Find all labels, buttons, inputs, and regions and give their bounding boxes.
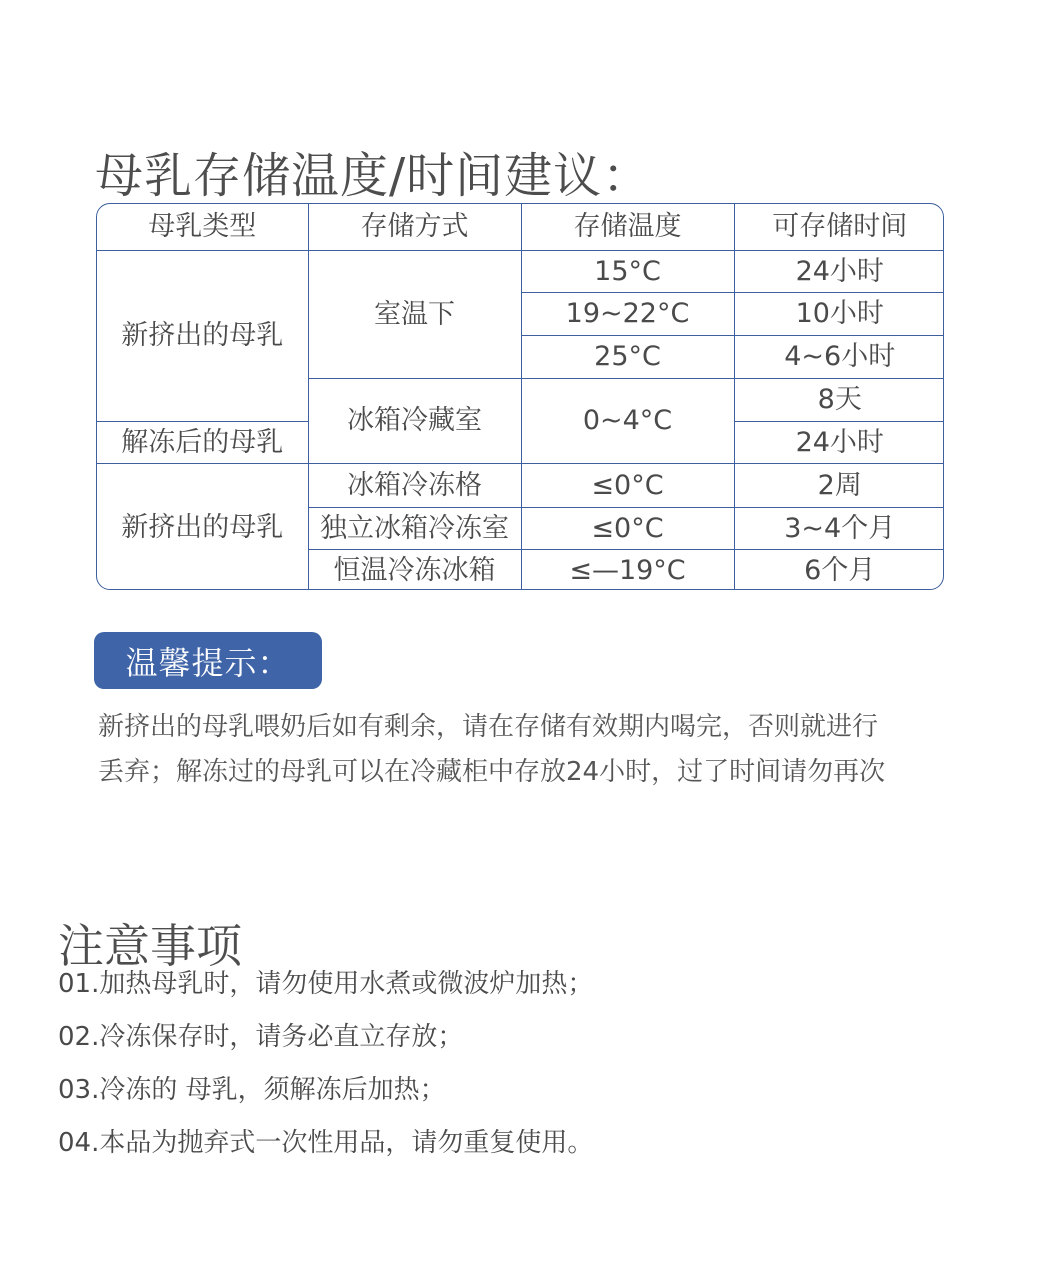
cell-time: 10小时 [734,292,944,335]
cell-temp: ≤0°C [521,507,734,549]
cell-milk-type: 解冻后的母乳 [97,421,308,463]
cell-time: 6个月 [734,549,944,590]
cell-method: 独立冰箱冷冻室 [308,507,521,549]
notes-list [58,958,593,1170]
cell-method: 冰箱冷冻格 [308,463,521,507]
cell-method: 室温下 [308,250,521,378]
header-milk-type: 母乳类型 [97,204,308,250]
cell-time: 4~6小时 [734,335,944,378]
storage-table [96,203,944,590]
notes-title: 注意事项 [58,919,242,974]
list-item: 04.本品为抛弃式一次性用品，请勿重复使用。 [58,1128,594,1158]
cell-temp: 25°C [521,335,734,378]
page-title: 母乳存储温度/时间建议： [95,148,652,205]
cell-method: 恒温冷冻冰箱 [308,549,521,590]
list-item: 01.加热母乳时，请勿使用水煮或微波炉加热； [58,969,594,999]
cell-temp: ≤—19°C [521,549,734,590]
cell-temp: 0~4°C [521,378,734,463]
header-storage-time: 可存储时间 [734,204,944,250]
table-row [97,463,944,507]
cell-time: 3~4个月 [734,507,944,549]
cell-time: 24小时 [734,421,944,463]
cell-temp: 19~22°C [521,292,734,335]
tip-line: 新挤出的母乳喂奶后如有剩余，请在存储有效期内喝完，否则就进行 [98,712,879,742]
tip-badge: 温馨提示： [94,632,322,689]
cell-time: 24小时 [734,250,944,292]
list-item: 03.冷冻的 母乳，须解冻后加热； [58,1075,446,1105]
header-storage-temp: 存储温度 [521,204,734,250]
cell-time: 8天 [734,378,944,421]
tip-line: 丢弃；解冻过的母乳可以在冷藏柜中存放24小时，过了时间请勿再次 [98,757,886,787]
table-row [97,250,944,292]
list-item: 02.冷冻保存时，请务必直立存放； [58,1022,464,1052]
cell-time: 2周 [734,463,944,507]
cell-temp: ≤0°C [521,463,734,507]
tip-text [98,705,968,795]
cell-temp: 15°C [521,250,734,292]
table-header-row [97,204,944,250]
cell-milk-type: 新挤出的母乳 [97,463,308,590]
header-storage-method: 存储方式 [308,204,521,250]
cell-milk-type: 新挤出的母乳 [97,250,308,421]
cell-method: 冰箱冷藏室 [308,378,521,463]
